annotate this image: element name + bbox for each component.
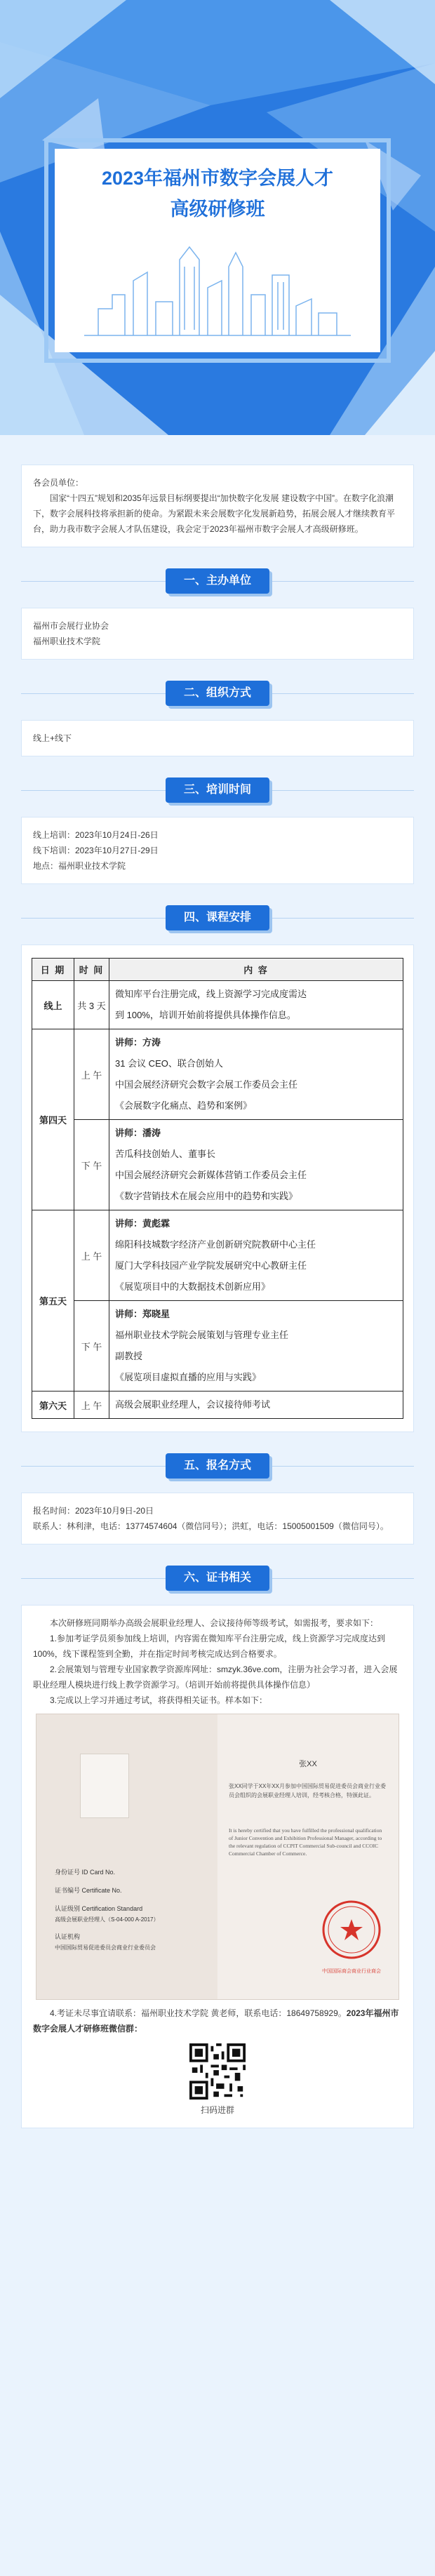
qr-label: 扫码进群 (200, 2105, 234, 2115)
cert-item: 3.完成以上学习并通过考试，将获得相关证书。样本如下： (50, 1695, 268, 1705)
header-date: 日 期 (32, 959, 74, 981)
table-header-row (32, 959, 403, 981)
cert-item: 1.参加考证学员须参加线上培训，内容需在微知库平台注册完成，线上资源学习完成度达到100%，线下课程签到全勤，并在指定时间考核完成达到合格要求。 (33, 1634, 386, 1659)
qr-code-icon (189, 2043, 246, 2100)
content-line: 高级会展职业经理人，会议接待师考试 (115, 1399, 271, 1410)
timing-offline: 线下培训：2023年10月27日-29日 (33, 846, 159, 855)
table-row (32, 1029, 403, 1120)
content-line: 苦瓜科技创始人、董事长 (115, 1149, 216, 1159)
day-cell: 第四天 (32, 1029, 74, 1210)
day-cell: 第六天 (32, 1392, 74, 1419)
course-title: 《展览项目虚拟直播的应用与实践》 (115, 1372, 262, 1382)
cert-body-cn: 张XX同学于XX年XX月参加中国国际贸易促进委员会商业行业委员会组织的会展职业经理人培训，经考核合格，特颁此证。 (229, 1783, 387, 1798)
signup-time: 报名时间：2023年10月9日-20日 (33, 1506, 154, 1516)
day-cell: 第五天 (32, 1210, 74, 1392)
section-method-header (21, 676, 414, 710)
photo-placeholder (80, 1754, 129, 1818)
content-cell (109, 1301, 403, 1392)
cert-item: 2.会展策划与管理专业国家教学资源库网址：smzyk.36ve.com，注册为社会学习者，进入会展职业经理人模块进行线上教学资源学习。（培训开始前将提供具体操作信息） (33, 1664, 398, 1690)
content-line: 厦门大学科技园产业学院发展研究中心教研主任 (115, 1260, 307, 1271)
cert-item (33, 2006, 402, 2036)
header-time: 时 间 (74, 959, 109, 981)
cert-intro: 本次研修班同期举办高级会展职业经理人、会议接待师等级考试，如需报考，要求如下： (50, 1618, 379, 1628)
section-schedule-header (21, 901, 414, 935)
time-cell: 下 午 (74, 1120, 109, 1210)
timing-online: 线上培训：2023年10月24日-26日 (33, 830, 159, 840)
greeting: 各会员单位： (33, 478, 84, 488)
organizers-box (21, 608, 414, 660)
cert-field-level: 高级会展职业经理人（S-04-000 A-2017） (55, 1916, 159, 1923)
cert-field-issuer: 中国国际贸易促进委员会商业行业委员会 (55, 1944, 156, 1951)
content-line: 微知库平台注册完成，线上资源学习完成度需达 (115, 989, 307, 999)
content-line: 福州职业技术学院会展策划与管理专业主任 (115, 1330, 289, 1340)
organizer-item: 福州职业技术学院 (33, 636, 101, 646)
content-cell (109, 1210, 403, 1301)
cert-field-id: 身份证号 ID Card No. (55, 1869, 116, 1876)
lecturer-name: 讲师：黄彪霖 (115, 1218, 170, 1229)
hero-title-line2: 高级研修班 (170, 199, 265, 220)
section-title: 一、主办单位 (166, 568, 269, 594)
section-organizers-header (21, 564, 414, 598)
content-line: 中国会展经济研究会数字会展工作委员会主任 (115, 1079, 298, 1090)
time-cell: 下 午 (74, 1301, 109, 1392)
table-row (32, 981, 403, 1029)
section-cert-header (21, 1561, 414, 1595)
hero-title (0, 163, 435, 225)
content-line: 副教授 (115, 1351, 143, 1361)
table-row (32, 1210, 403, 1301)
table-row (32, 1120, 403, 1210)
content-cell (109, 1029, 403, 1120)
schedule-box (21, 945, 414, 1432)
red-seal-icon (320, 1898, 383, 1961)
lecturer-name: 讲师：郑晓星 (115, 1309, 170, 1319)
course-title: 《数字营销技术在展会应用中的趋势和实践》 (115, 1191, 298, 1201)
cert-field-level-label: 认证级别 Certification Standard (55, 1905, 143, 1912)
content-line: 31 会议 CEO、联合创始人 (115, 1058, 223, 1069)
section-title: 四、课程安排 (166, 905, 269, 930)
table-row (32, 1392, 403, 1419)
section-signup-header (21, 1449, 414, 1483)
section-title: 二、组织方式 (166, 681, 269, 706)
wechat-group-label: 2023年福州市数字会展人才研修班微信群： (33, 2008, 399, 2034)
lecturer-name: 讲师：方涛 (115, 1037, 161, 1048)
cert-holder-name: 张XX (299, 1760, 317, 1768)
section-title: 六、证书相关 (166, 1566, 269, 1591)
schedule-table (32, 958, 403, 1419)
cert-field-certno: 证书编号 Certificate No. (55, 1887, 122, 1894)
signup-box (21, 1493, 414, 1544)
content-line: 中国会展经济研究会新媒体营销工作委员会主任 (115, 1170, 307, 1180)
method-box (21, 720, 414, 756)
content-line: 到 100%，培训开始前将提供具体操作信息。 (115, 1010, 296, 1020)
content-cell (109, 1120, 403, 1210)
section-timing-header (21, 773, 414, 807)
time-cell: 上 午 (74, 1210, 109, 1301)
certificate-sample-image (36, 1714, 399, 2000)
intro-body: 国家“十四五”规划和2035年远景目标纲要提出“加快数字化发展 建设数字中国”。在数字化浪潮下，数字会展科技将承担新的使命。为紧跟未来会展数字化发展新趋势，拓展会展人才继续教育平台，助力我市数字会展人才队伍建设，我会定于2023年福州市数字会展人才高级研修班。 (33, 493, 396, 534)
cert-contact: 4.考证未尽事宜请联系：福州职业技术学院 黄老师，联系电话：18649758929。 (50, 2008, 347, 2018)
certificate-left-page (36, 1714, 218, 1999)
cert-field-issuer-label: 认证机构 (55, 1933, 81, 1940)
timing-box (21, 817, 414, 884)
method-text: 线上+线下 (33, 733, 72, 743)
qr-code[interactable] (189, 2043, 246, 2100)
intro-box (21, 465, 414, 547)
lecturer-name: 讲师：潘涛 (115, 1128, 161, 1138)
table-row (32, 1301, 403, 1392)
certificate-right-page (218, 1714, 399, 1999)
timing-location: 地点：福州职业技术学院 (33, 861, 126, 871)
content-cell (109, 1392, 403, 1419)
header-content: 内 容 (109, 959, 403, 981)
content-cell (109, 981, 403, 1029)
time-cell: 上 午 (74, 1029, 109, 1120)
time-cell: 上 午 (74, 1392, 109, 1419)
section-title: 三、培训时间 (166, 778, 269, 803)
hero-title-line1: 2023年福州市数字会展人才 (101, 168, 334, 189)
time-cell: 共 3 天 (74, 981, 109, 1029)
cert-body-en: It is hereby certified that you have fulfilled the professional qualification of Junior Convention and Exhibition Professional Manager, according to the relevant regulation of CCPIT Commercial Sub-council and CCOIC Commercial Chamber of Commerce. (229, 1827, 382, 1857)
course-title: 《展览项目中的大数据技术创新应用》 (115, 1281, 271, 1292)
signup-contact: 联系人：林利津，电话：13774574604（微信同号）；洪虹，电话：15005001509（微信同号）。 (33, 1521, 389, 1531)
hero-banner (0, 0, 435, 435)
seal-text: 中国国际商会商业行业商会 (322, 1969, 381, 1974)
course-title: 《会展数字化痛点、趋势和案例》 (115, 1100, 253, 1111)
section-title: 五、报名方式 (166, 1453, 269, 1479)
day-cell: 线上 (32, 981, 74, 1029)
cert-box (21, 1605, 414, 2128)
content-line: 绵阳科技城数字经济产业创新研究院教研中心主任 (115, 1239, 316, 1250)
organizer-item: 福州市会展行业协会 (33, 621, 109, 631)
